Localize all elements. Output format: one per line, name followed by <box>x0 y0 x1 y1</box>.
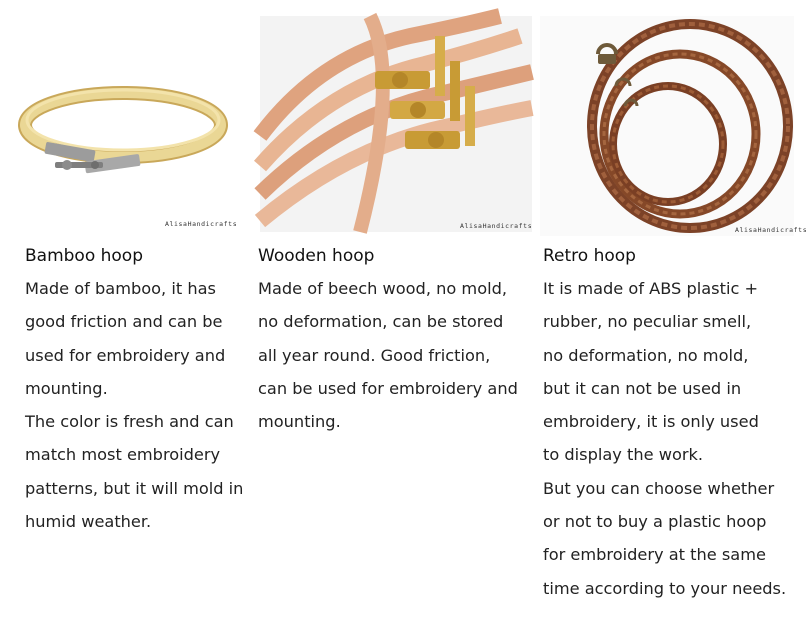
bamboo-hoop-image <box>15 70 238 230</box>
description-line: humid weather. <box>25 512 152 532</box>
description-line: used for embroidery and <box>25 345 226 365</box>
description-line: for embroidery at the same <box>543 545 766 565</box>
description-line: can be used for embroidery and <box>258 378 518 398</box>
description-line: good friction and can be <box>25 312 223 332</box>
description-line: rubber, no peculiar smell, <box>543 312 752 332</box>
watermark-text: AlisaHandicrafts <box>460 222 533 230</box>
description-line: mounting. <box>258 412 341 432</box>
watermark-text: AlisaHandicrafts <box>165 220 238 228</box>
bamboo-hoop-title: Bamboo hoop <box>25 246 144 266</box>
description-line: or not to buy a plastic hoop <box>543 512 767 532</box>
description-line: mounting. <box>25 378 108 398</box>
description-line: time according to your needs. <box>543 578 787 598</box>
description-line: all year round. Good friction, <box>258 345 491 365</box>
wooden-hoop-image <box>260 16 532 232</box>
bamboo-hoop-description <box>25 272 243 538</box>
wooden-hoop-description <box>258 272 518 438</box>
description-line: no deformation, no mold, <box>543 345 749 365</box>
description-line: But you can choose whether <box>543 478 775 498</box>
description-line: The color is fresh and can <box>25 412 234 432</box>
retro-hoop-image <box>540 16 807 236</box>
retro-hoop-description <box>543 272 786 605</box>
retro-hoop-title: Retro hoop <box>543 246 636 266</box>
description-line: no deformation, can be stored <box>258 312 504 332</box>
description-line: but it can not be used in <box>543 378 742 398</box>
description-line: embroidery, it is only used <box>543 412 759 432</box>
watermark-text: AlisaHandicrafts <box>735 226 807 234</box>
wooden-hoop-title: Wooden hoop <box>258 246 375 266</box>
description-line: Made of bamboo, it has <box>25 279 216 298</box>
description-line: Made of beech wood, no mold, <box>258 279 508 298</box>
description-line: It is made of ABS plastic + <box>543 279 759 298</box>
description-line: match most embroidery <box>25 445 221 465</box>
description-line: patterns, but it will mold in <box>25 478 244 498</box>
description-line: to display the work. <box>543 445 704 465</box>
